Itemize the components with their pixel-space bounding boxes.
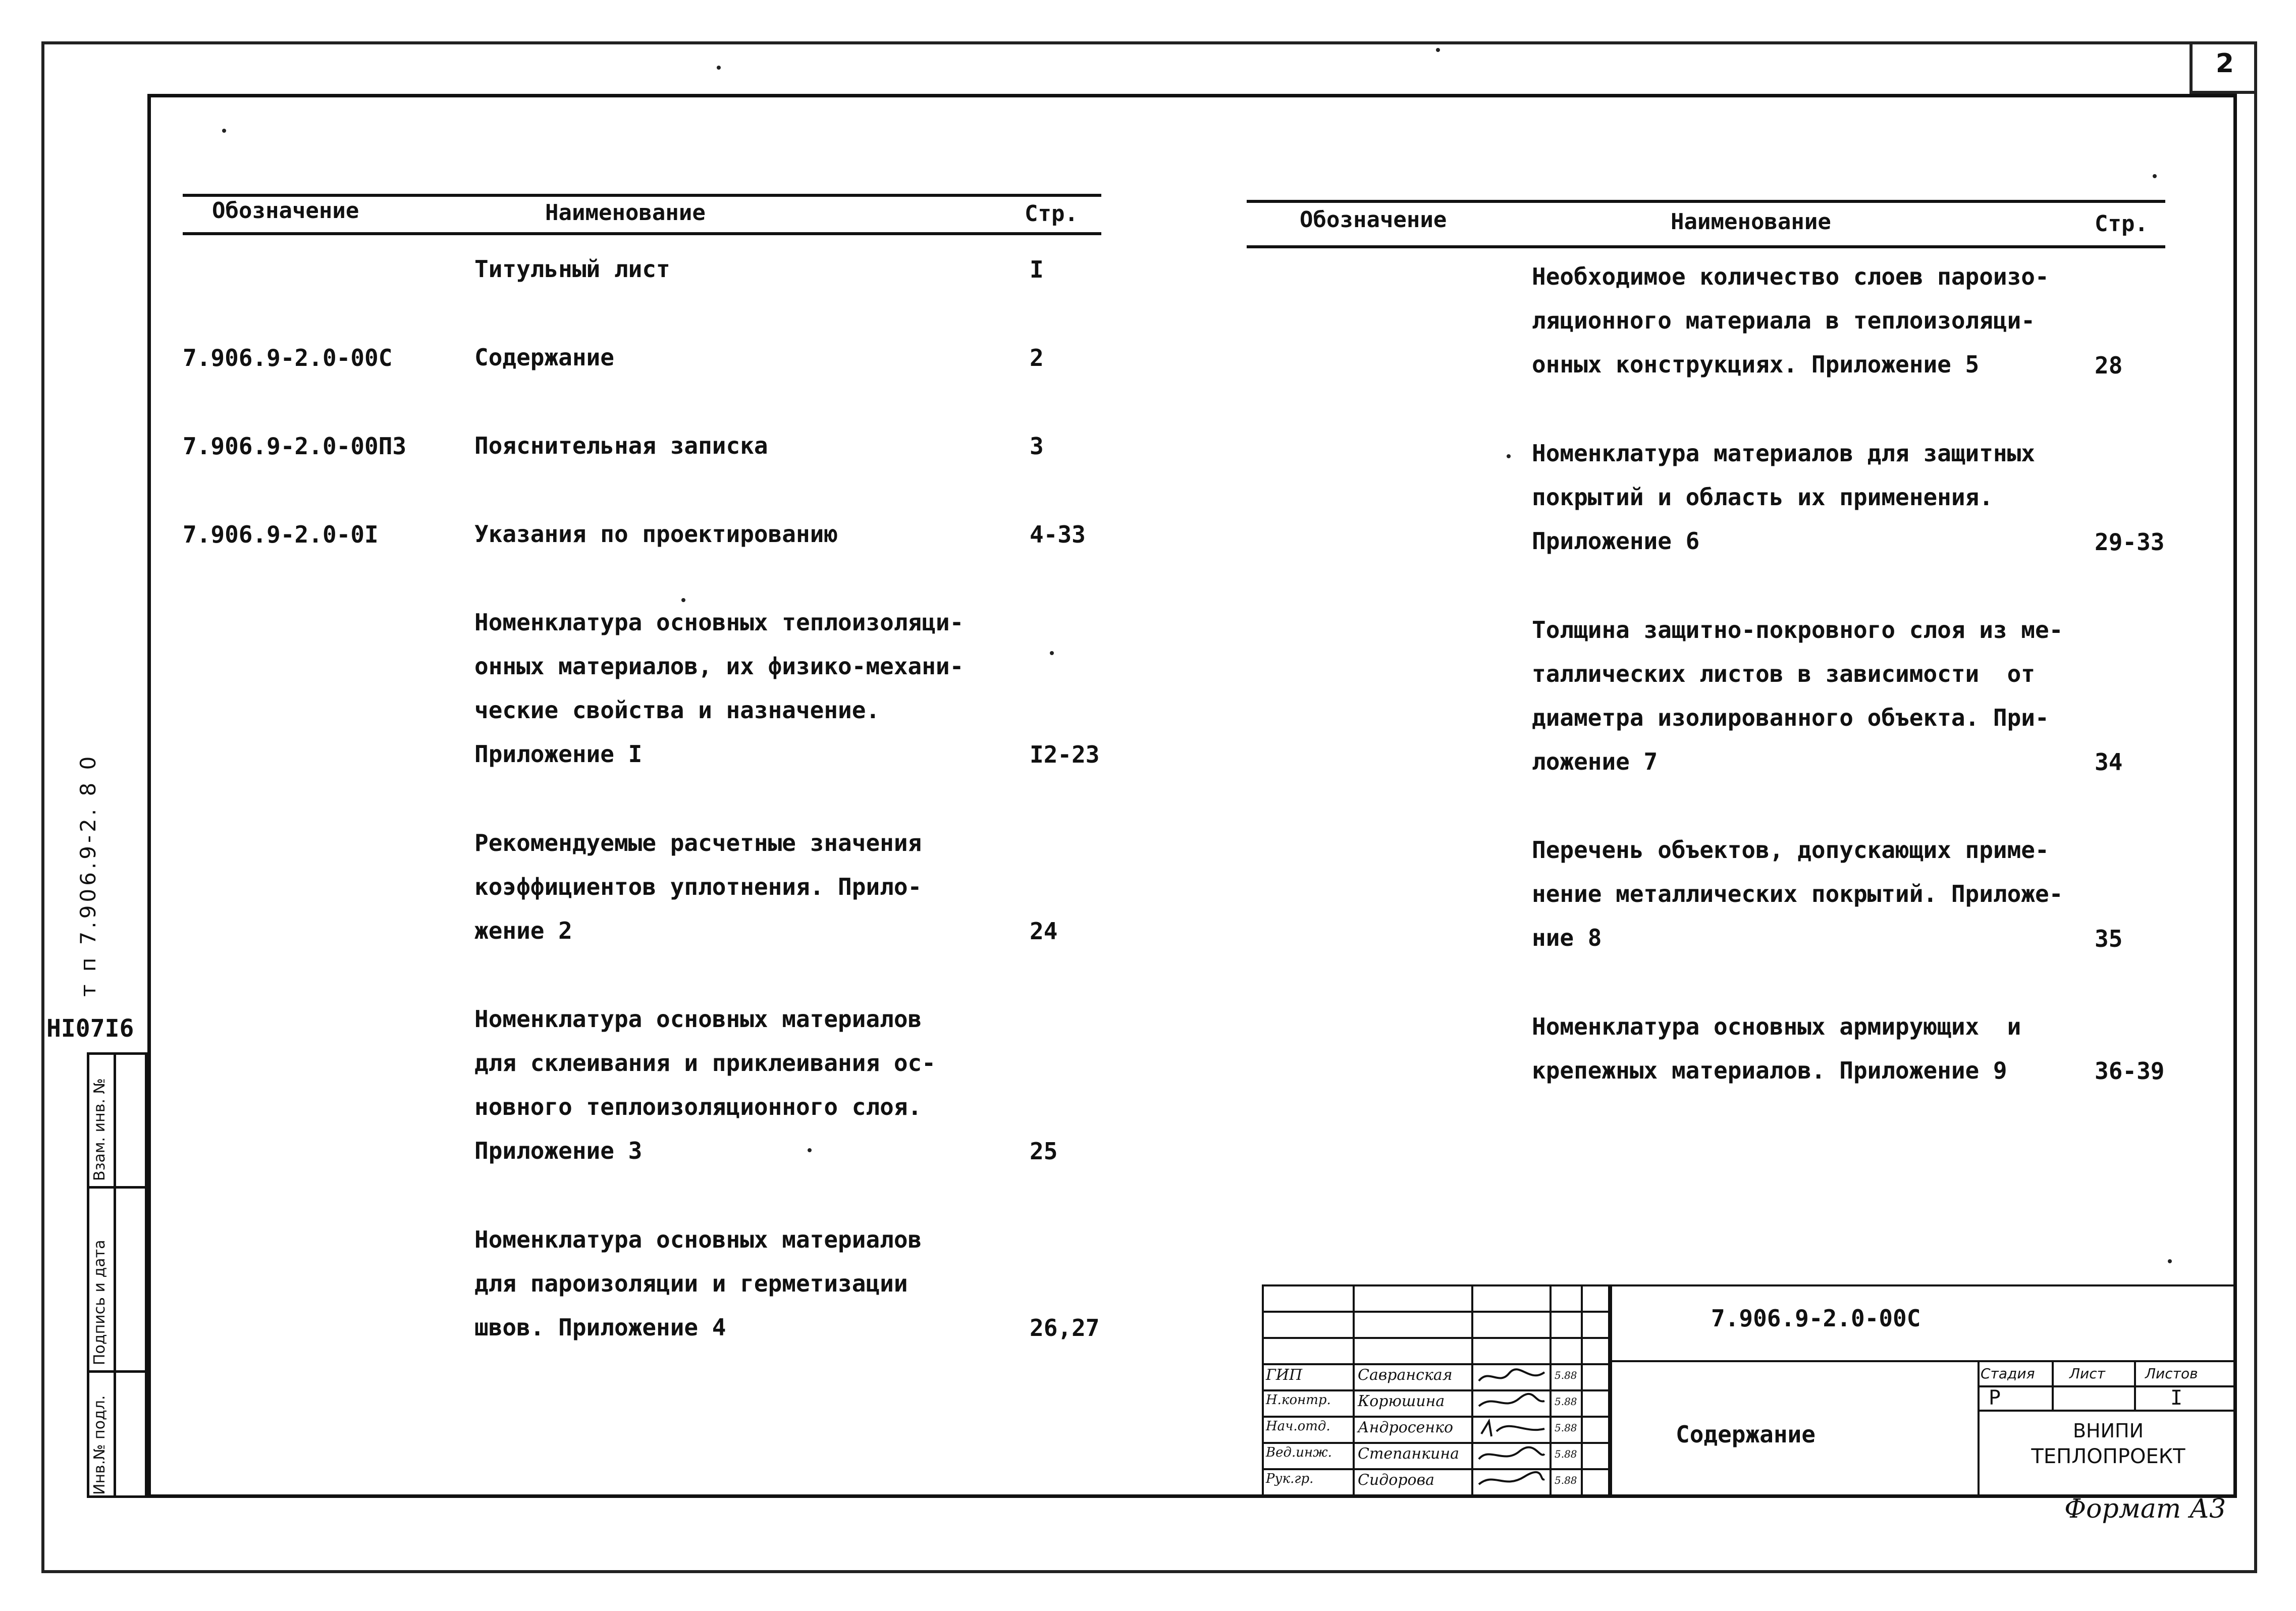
page-number-box [2190, 41, 2257, 94]
inventory-number: НI07I6 [46, 1014, 134, 1043]
date-3: 5.88 [1555, 1448, 1577, 1460]
date-2: 5.88 [1555, 1422, 1577, 1434]
page-number: 2 [2215, 48, 2234, 79]
name-1: Корюшина [1358, 1392, 1445, 1410]
left-row-0-page: I [1030, 256, 1044, 283]
inv-label: Инв.№ подл. [91, 1395, 109, 1495]
role-4: Рук.гр. [1266, 1471, 1314, 1486]
name-4: Сидорова [1358, 1471, 1434, 1489]
speck [681, 598, 685, 602]
format-label: Формат А3 [2064, 1494, 2226, 1524]
name-3: Степанкина [1358, 1445, 1460, 1463]
right-row-0-name: Необходимое количество слоев пароизо- ляционного материала в теплоизоляци- онных конструкциях. Приложение 5 [1532, 263, 2049, 378]
left-row-2-page: 3 [1030, 433, 1044, 460]
left-row-2-code: 7.906.9-2.0-00ПЗ [183, 433, 407, 460]
sheets-value: I [2170, 1386, 2183, 1410]
left-row-1-name: Содержание [474, 344, 614, 371]
left-col-name-header: Наименование [545, 200, 706, 226]
right-row-2-page: 34 [2095, 748, 2123, 776]
sheet-header: Лист [2069, 1365, 2105, 1382]
replace-inv-label: Взам. инв. № [91, 1078, 109, 1181]
left-row-0-name: Титульный лист [474, 255, 670, 283]
name-2: Андросенко [1358, 1419, 1454, 1436]
role-2: Нач.отд. [1266, 1419, 1330, 1434]
left-col-code-header: Обозначение [212, 198, 359, 224]
speck [2153, 174, 2157, 178]
right-header-bottom-rule [1247, 245, 2165, 248]
stage-header: Стадия [1981, 1365, 2035, 1382]
left-row-5-name: Рекомендуемые расчетные значения коэффициентов уплотнения. Прило- жение 2 [474, 829, 922, 944]
right-header-top-rule [1247, 200, 2165, 203]
org-line-2: ТЕПЛОПРОЕКТ [2031, 1445, 2185, 1468]
left-row-6-page: 25 [1030, 1138, 1058, 1165]
right-col-name-header: Наименование [1671, 209, 1831, 235]
date-1: 5.88 [1555, 1395, 1577, 1408]
speck [222, 129, 226, 133]
date-0: 5.88 [1555, 1369, 1577, 1381]
date-4: 5.88 [1555, 1474, 1577, 1486]
left-row-6-name: Номенклатура основных материалов для склеивания и приклеивания ос- новного теплоизоляционного слоя. Приложение 3 [474, 1005, 936, 1164]
left-row-7-name: Номенклатура основных материалов для пароизоляции и герметизации швов. Приложение 4 [474, 1226, 922, 1341]
left-col-page-header: Стр. [1025, 201, 1078, 227]
tp-code-vertical: т п 7.906.9-2. 8 0 [76, 753, 100, 997]
right-row-4-name: Номенклатура основных армирующих и крепежных материалов. Приложение 9 [1532, 1013, 2021, 1084]
left-row-4-name: Номенклатура основных теплоизоляци- онных материалов, их физико-механи- ческие свойства и назначение. Приложение I [474, 609, 964, 768]
speck [1507, 454, 1511, 458]
stage-value: Р [1989, 1386, 2001, 1410]
role-3: Вед.инж. [1266, 1445, 1332, 1460]
right-col-page-header: Стр. [2095, 211, 2148, 237]
left-row-5-page: 24 [1030, 918, 1058, 945]
right-row-3-page: 35 [2095, 925, 2123, 952]
speck [2168, 1259, 2172, 1263]
name-0: Савранская [1358, 1366, 1453, 1384]
speck [808, 1148, 812, 1152]
speck [1436, 48, 1440, 52]
signatures-graphic [1474, 1363, 1550, 1494]
left-row-1-code: 7.906.9-2.0-00С [183, 344, 393, 371]
stamp-doc-code: 7.906.9-2.0-00С [1711, 1305, 1921, 1332]
stamp-title: Содержание [1676, 1421, 1816, 1448]
left-row-3-name: Указания по проектированию [474, 520, 838, 548]
left-row-2-name: Пояснительная записка [474, 432, 768, 459]
left-header-top-rule [183, 194, 1101, 197]
sheets-header: Листов [2145, 1365, 2198, 1382]
speck [717, 66, 721, 70]
left-row-3-code: 7.906.9-2.0-0I [183, 521, 379, 548]
left-row-3-page: 4-33 [1030, 521, 1086, 548]
left-header-bottom-rule [183, 232, 1101, 235]
sign-date-label: Подпись и дата [91, 1240, 109, 1365]
title-block [1262, 1284, 2237, 1498]
right-row-3-name: Перечень объектов, допускающих приме- нение металлических покрытий. Приложе- ние 8 [1532, 836, 2063, 951]
speck [1050, 651, 1054, 655]
right-row-2-name: Толщина защитно-покровного слоя из ме- таллических листов в зависимости от диаметра изолированного объекта. При- ложение 7 [1532, 616, 2063, 775]
right-row-4-page: 36-39 [2095, 1057, 2165, 1085]
org-line-1: ВНИПИ [2072, 1420, 2144, 1442]
left-row-7-page: 26,27 [1030, 1314, 1100, 1341]
role-0: ГИП [1266, 1366, 1303, 1384]
role-1: Н.контр. [1266, 1392, 1331, 1408]
left-row-4-page: I2-23 [1030, 741, 1100, 768]
right-row-1-page: 29-33 [2095, 528, 2165, 556]
left-row-1-page: 2 [1030, 344, 1044, 371]
right-row-1-name: Номенклатура материалов для защитных покрытий и область их применения. Приложение 6 [1532, 440, 2035, 555]
right-row-0-page: 28 [2095, 352, 2123, 379]
right-col-code-header: Обозначение [1300, 207, 1447, 233]
